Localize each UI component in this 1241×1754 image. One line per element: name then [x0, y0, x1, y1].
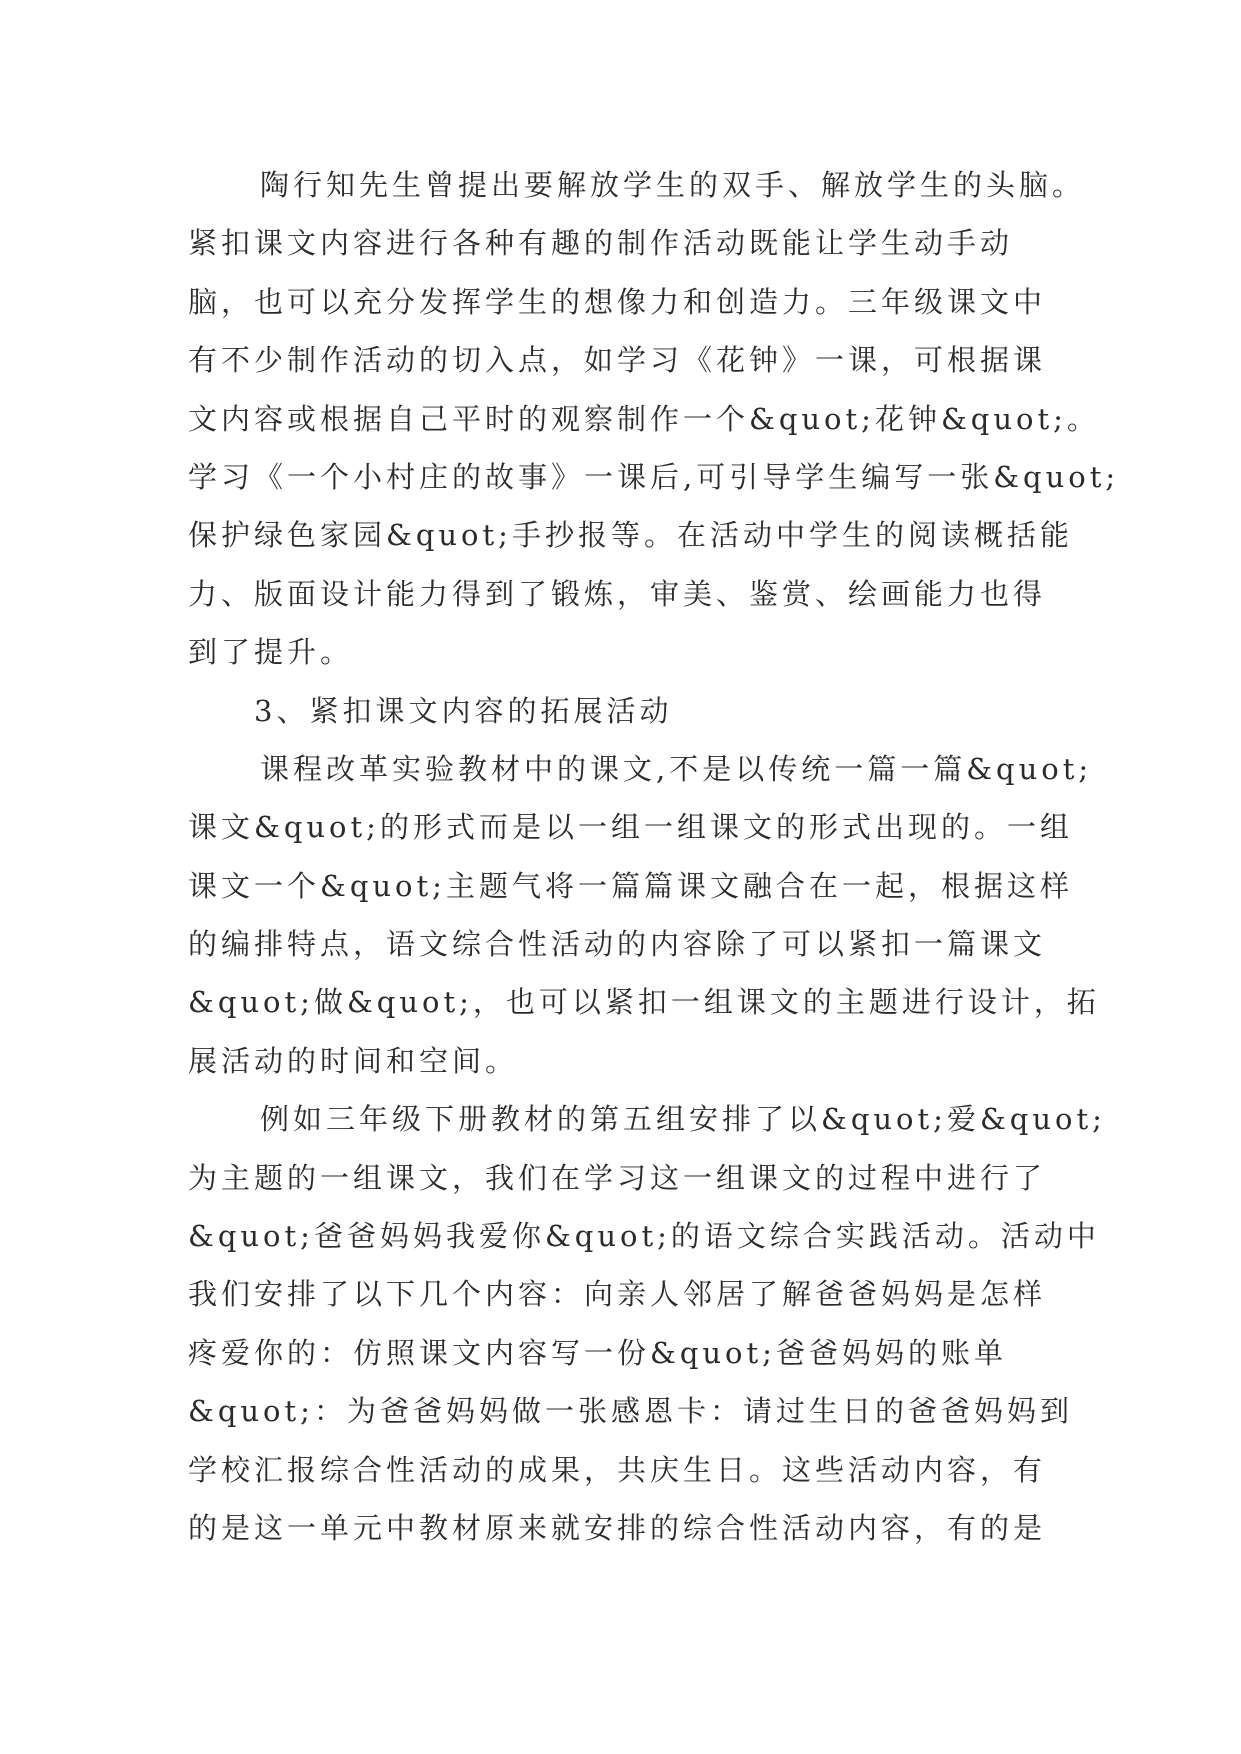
paragraph-1-line-4: 有不少制作活动的切入点，如学习《花钟》一课，可根据课 — [188, 343, 1047, 378]
paragraph-2-line-3: 课文一个&quot;主题气将一篇篇课文融合在一起，根据这样 — [188, 868, 1073, 903]
paragraph-1-line-2: 紧扣课文内容进行各种有趣的制作活动既能让学生动手动 — [188, 226, 1014, 261]
paragraph-3-line-1: 例如三年级下册教材的第五组安排了以&quot;爱&quot; — [260, 1102, 1106, 1137]
section-heading: 3、紧扣课文内容的拓展活动 — [254, 693, 673, 728]
paragraph-2-line-2: 课文&quot;的形式而是以一组一组课文的形式出现的。一组 — [188, 810, 1073, 845]
paragraph-1-line-5: 文内容或根据自己平时的观察制作一个&quot;花钟&quot;。 — [188, 401, 1100, 436]
paragraph-2-line-1: 课程改革实验教材中的课文,不是以传统一篇一篇&quot; — [260, 751, 1093, 786]
paragraph-1-line-6: 学习《一个小村庄的故事》一课后,可引导学生编写一张&quot; — [188, 459, 1120, 494]
paragraph-3-line-7: 学校汇报综合性活动的成果，共庆生日。这些活动内容，有 — [188, 1452, 1047, 1487]
paragraph-3-line-6: &quot;：为爸爸妈妈做一张感恩卡：请过生日的爸爸妈妈到 — [188, 1394, 1073, 1429]
paragraph-3-line-3: &quot;爸爸妈妈我爱你&quot;的语文综合实践活动。活动中 — [188, 1219, 1100, 1254]
paragraph-3-line-8: 的是这一单元中教材原来就安排的综合性活动内容，有的是 — [188, 1510, 1047, 1545]
paragraph-3-line-2: 为主题的一组课文，我们在学习这一组课文的过程中进行了 — [188, 1160, 1047, 1195]
paragraph-1-line-3: 脑，也可以充分发挥学生的想像力和创造力。三年级课文中 — [188, 284, 1047, 319]
paragraph-2-line-5: &quot;做&quot;，也可以紧扣一组课文的主题进行设计，拓 — [188, 985, 1100, 1020]
paragraph-1-line-9: 到了提升。 — [188, 635, 354, 670]
paragraph-1-line-8: 力、版面设计能力得到了锻炼，审美、鉴赏、绘画能力也得 — [188, 576, 1047, 611]
paragraph-3-line-5: 疼爱你的：仿照课文内容写一份&quot;爸爸妈妈的账单 — [188, 1335, 1007, 1370]
paragraph-1-line-7: 保护绿色家园&quot;手抄报等。在活动中学生的阅读概括能 — [188, 518, 1073, 553]
paragraph-2-line-6: 展活动的时间和空间。 — [188, 1043, 519, 1078]
paragraph-2-line-4: 的编排特点，语文综合性活动的内容除了可以紧扣一篇课文 — [188, 927, 1047, 962]
paragraph-1-line-1: 陶行知先生曾提出要解放学生的双手、解放学生的头脑。 — [260, 168, 1086, 202]
document-body — [188, 156, 1120, 1557]
paragraph-3-line-4: 我们安排了以下几个内容：向亲人邻居了解爸爸妈妈是怎样 — [188, 1277, 1047, 1312]
